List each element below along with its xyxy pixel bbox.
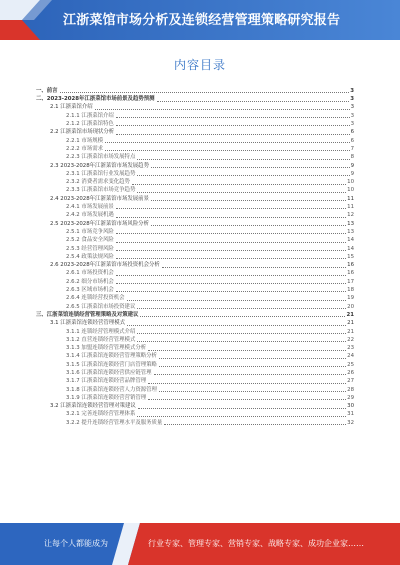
toc-entry-title: 2.5.3 经营管理风险	[66, 245, 114, 252]
toc-heading: 内容目录	[173, 58, 226, 72]
toc-entry-title: 3.2.1 完善连锁经营管理体系	[66, 411, 136, 418]
toc-entry-page: 28	[347, 386, 354, 393]
toc-entry-page: 24	[347, 353, 354, 360]
toc-entry[interactable]	[36, 277, 354, 285]
toc-entry-title: 2.6 2023-2028年江浙菜馆市场投资机会分析	[50, 262, 160, 269]
toc-entry-page: 22	[347, 336, 354, 343]
toc-entry-page: 3	[350, 121, 354, 128]
toc-entry[interactable]	[36, 136, 354, 144]
toc-entry-page: 29	[347, 394, 354, 401]
toc-entry-page: 9	[350, 162, 354, 169]
toc-leader-dots	[159, 358, 346, 359]
toc-entry-title: 2.6.4 连锁经营投资机会	[66, 295, 125, 302]
toc-leader-dots	[116, 275, 346, 276]
toc-entry[interactable]	[36, 86, 354, 94]
toc-entry[interactable]	[36, 368, 354, 376]
toc-entry-page: 10	[347, 187, 354, 194]
toc-entry-page: 8	[350, 154, 354, 161]
toc-leader-dots	[151, 167, 350, 168]
toc-entry[interactable]	[36, 343, 354, 351]
footer-slogan-left: 让每个人都能成为	[44, 539, 108, 548]
toc-entry-title: 2.4.1 市场发展前景	[66, 204, 114, 211]
toc-leader-dots	[127, 325, 346, 326]
toc-entry-page: 14	[347, 237, 354, 244]
toc-entry-title: 二、2023-2028年江浙菜馆市场前景及趋势预测	[36, 96, 155, 103]
toc-entry-title: 3.1.2 直营连锁经营管理模式	[66, 336, 136, 343]
toc-entry-page: 16	[347, 270, 354, 277]
toc-entry-title: 3.2 江浙菜馆连锁经营管理对策建议	[50, 403, 136, 410]
toc-leader-dots	[60, 92, 350, 93]
toc-leader-dots	[127, 300, 347, 301]
toc-entry-page: 20	[347, 303, 354, 310]
toc-leader-dots	[116, 291, 346, 292]
toc-leader-dots	[151, 225, 346, 226]
toc-entry-title: 2.3.1 江浙菜馆行业发展趋势	[66, 170, 136, 177]
toc-leader-dots	[105, 150, 350, 151]
toc-leader-dots	[164, 424, 346, 425]
toc-entry-page: 3	[350, 87, 354, 94]
toc-leader-dots	[132, 184, 346, 185]
toc-leader-dots	[137, 416, 346, 417]
toc-entry-title: 3.1.6 江浙菜馆连锁经营供应链管理	[66, 369, 152, 376]
toc-entry[interactable]	[36, 227, 354, 235]
toc-entry-page: 21	[347, 328, 354, 335]
toc-entry-page: 9	[350, 170, 354, 177]
toc-entry-page: 6	[350, 129, 354, 136]
toc-entry[interactable]	[36, 318, 354, 326]
footer-slogan-right: 行业专家、管理专家、营销专家、战略专家、成功企业家……	[148, 539, 364, 548]
toc-entry-page: 21	[347, 320, 354, 327]
toc-leader-dots	[138, 408, 346, 409]
toc-entry[interactable]	[36, 327, 354, 335]
toc-entry-title: 3.1.4 江浙菜馆连锁经营管理策略分析	[66, 353, 157, 360]
toc-entry-page: 30	[347, 403, 354, 410]
toc-leader-dots	[157, 101, 350, 102]
toc-entry-title: 2.6.5 江浙菜馆市场投资建议	[66, 303, 136, 310]
toc-entry-title: 2.2.3 江浙菜馆市场发展特点	[66, 154, 136, 161]
toc-entry-title: 3.2.2 提升连锁经营管理水平及服务质量	[66, 419, 163, 426]
toc-entry-page: 7	[350, 145, 354, 152]
toc-entry-title: 2.6.3 区域市场机会	[66, 287, 114, 294]
toc-entry-page: 12	[347, 212, 354, 219]
toc-entry[interactable]	[36, 401, 354, 409]
toc-entry-page: 13	[347, 228, 354, 235]
toc-entry[interactable]	[36, 94, 354, 102]
toc-leader-dots	[137, 333, 346, 334]
toc-entry[interactable]	[36, 202, 354, 210]
toc-entry-page: 3	[350, 112, 354, 119]
corner-decoration-icon	[0, 0, 52, 40]
toc-entry-title: 2.4.2 市场发展机遇	[66, 212, 114, 219]
toc-entry[interactable]	[36, 244, 354, 252]
toc-entry[interactable]	[36, 269, 354, 277]
toc-leader-dots	[159, 391, 346, 392]
toc-leader-dots	[116, 125, 350, 126]
toc-entry-title: 2.3.3 江浙菜馆市场竞争趋势	[66, 187, 136, 194]
toc-entry[interactable]	[36, 144, 354, 152]
toc-entry-page: 11	[347, 195, 354, 202]
toc-entry[interactable]	[36, 393, 354, 401]
toc-entry-title: 3.1.1 连锁经营管理模式介绍	[66, 328, 136, 335]
toc-entry-page: 15	[347, 253, 354, 260]
toc-entry-title: 3.1 江浙菜馆连锁经营管理模式	[50, 320, 125, 327]
toc-entry-page: 17	[347, 278, 354, 285]
toc-entry[interactable]	[36, 103, 354, 111]
toc-entry[interactable]	[36, 410, 354, 418]
toc-leader-dots	[95, 109, 350, 110]
toc-leader-dots	[137, 192, 346, 193]
toc-entry-title: 2.3 2023-2028年江浙菜馆市场发展趋势	[50, 162, 149, 169]
toc-entry-title: 2.1.1 江浙菜馆介绍	[66, 112, 114, 119]
toc-entry[interactable]	[36, 111, 354, 119]
toc-entry-title: 3.1.5 江浙菜馆连锁经营门店管理策略	[66, 361, 157, 368]
toc-entry-page: 3	[350, 104, 354, 111]
toc-entry[interactable]	[36, 335, 354, 343]
toc-entry-title: 2.2 江浙菜馆市场现状分析	[50, 129, 115, 136]
toc-entry[interactable]	[36, 360, 354, 368]
toc-leader-dots	[116, 242, 346, 243]
toc-entry-title: 3.1.8 江浙菜馆连锁经营人力资源管理	[66, 386, 157, 393]
toc-entry-page: 25	[347, 361, 354, 368]
toc-leader-dots	[162, 267, 346, 268]
toc-entry[interactable]	[36, 186, 354, 194]
toc-entry[interactable]	[36, 260, 354, 268]
toc-entry-title: 3.1.7 江浙菜馆连锁经营品牌管理	[66, 378, 147, 385]
toc-leader-dots	[116, 233, 346, 234]
toc-entry-page: 31	[347, 411, 354, 418]
toc-entry-title: 2.2.1 市场规模	[66, 137, 103, 144]
toc-leader-dots	[116, 208, 346, 209]
toc-leader-dots	[148, 350, 346, 351]
toc-entry[interactable]	[36, 161, 354, 169]
toc-entry[interactable]	[36, 376, 354, 384]
toc-entry[interactable]	[36, 169, 354, 177]
toc-entry[interactable]	[36, 210, 354, 218]
toc-entry-page: 13	[347, 220, 354, 227]
toc-leader-dots	[116, 283, 346, 284]
toc-entry-title: 2.1.2 江浙菜馆特色	[66, 121, 114, 128]
toc-entry[interactable]	[36, 177, 354, 185]
toc-entry-title: 2.2.2 市场需求	[66, 145, 103, 152]
toc-entry-title: 2.5.1 市场竞争风险	[66, 228, 114, 235]
toc-leader-dots	[148, 399, 346, 400]
toc-entry-title: 2.4 2023-2028年江浙菜馆市场发展前景	[50, 195, 149, 202]
toc-leader-dots	[116, 117, 350, 118]
toc-entry[interactable]	[36, 127, 354, 135]
toc-entry-page: 32	[347, 419, 354, 426]
toc-entry[interactable]	[36, 352, 354, 360]
toc-entry-title: 2.5.2 食品安全风险	[66, 237, 114, 244]
toc-leader-dots	[137, 175, 349, 176]
toc-entry-title: 2.3.2 消费者需求变化趋势	[66, 179, 130, 186]
toc-entry[interactable]	[36, 310, 354, 318]
toc-entry[interactable]	[36, 285, 354, 293]
header-banner	[0, 0, 400, 40]
toc-entry-title: 2.5.4 政策法规风险	[66, 253, 114, 260]
toc-entry-page: 21	[346, 311, 354, 318]
toc-entry-page: 19	[347, 295, 354, 302]
toc-leader-dots	[154, 374, 347, 375]
toc-leader-dots	[140, 316, 345, 317]
toc-leader-dots	[148, 383, 346, 384]
toc-entry-page: 26	[347, 369, 354, 376]
toc-entry-title: 一、前言	[36, 87, 58, 94]
toc-entry[interactable]	[36, 302, 354, 310]
toc-entry-page: 14	[347, 245, 354, 252]
toc-entry-page: 6	[350, 137, 354, 144]
toc-entry-page: 27	[347, 378, 354, 385]
toc-entry-page: 3	[350, 96, 354, 103]
toc-entry-title: 2.1 江浙菜馆介绍	[50, 104, 93, 111]
toc-entry[interactable]	[36, 219, 354, 227]
toc-entry-page: 23	[347, 345, 354, 352]
toc-entry[interactable]	[36, 293, 354, 301]
toc-leader-dots	[116, 134, 349, 135]
toc-entry[interactable]	[36, 385, 354, 393]
footer-banner	[0, 523, 400, 565]
toc-entry-title: 2.5 2023-2028年江浙菜馆市场风险分析	[50, 220, 149, 227]
table-of-contents	[36, 86, 354, 426]
toc-entry-title: 2.6.1 市场投资机会	[66, 270, 114, 277]
toc-leader-dots	[137, 308, 346, 309]
toc-entry-page: 18	[347, 287, 354, 294]
toc-entry-page: 16	[347, 262, 354, 269]
toc-leader-dots	[116, 217, 346, 218]
toc-entry[interactable]	[36, 194, 354, 202]
toc-leader-dots	[151, 200, 346, 201]
toc-entry-title: 3.1.3 加盟连锁经营管理模式分析	[66, 345, 147, 352]
toc-leader-dots	[116, 258, 346, 259]
toc-entry-page: 10	[347, 179, 354, 186]
toc-entry-title: 3.1.9 江浙菜馆连锁经营营销管理	[66, 394, 147, 401]
toc-entry-page: 11	[347, 204, 354, 211]
toc-entry[interactable]	[36, 418, 354, 426]
toc-leader-dots	[116, 250, 346, 251]
toc-entry-title: 2.6.2 细分市场机会	[66, 278, 114, 285]
toc-entry[interactable]	[36, 235, 354, 243]
toc-entry-title: 三、江浙菜馆连锁经营管理策略及对策建议	[36, 311, 139, 318]
toc-entry[interactable]	[36, 152, 354, 160]
toc-leader-dots	[137, 159, 349, 160]
toc-leader-dots	[137, 341, 346, 342]
toc-leader-dots	[105, 142, 350, 143]
toc-leader-dots	[159, 366, 346, 367]
toc-entry[interactable]	[36, 119, 354, 127]
toc-entry[interactable]	[36, 252, 354, 260]
report-title: 江浙菜馆市场分析及连锁经营管理策略研究报告	[63, 13, 341, 28]
